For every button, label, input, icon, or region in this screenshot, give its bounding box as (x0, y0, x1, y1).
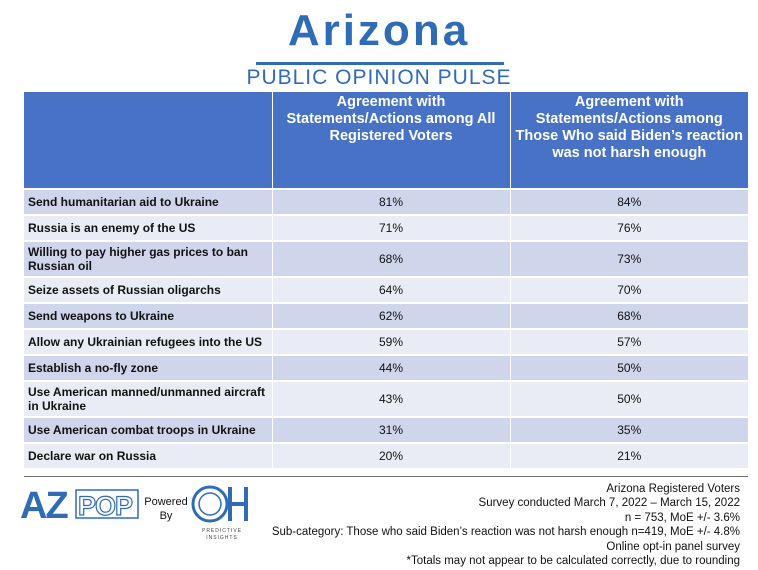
title-underline (256, 62, 504, 65)
results-table (24, 92, 748, 468)
statement-cell: Send humanitarian aid to Ukraine (24, 189, 272, 215)
all-voters-value: 59% (272, 329, 510, 355)
not-harsh-value: 73% (510, 241, 748, 277)
note-dates: Survey conducted March 7, 2022 – March 15, 2022 (478, 497, 740, 510)
all-voters-value: 68% (272, 241, 510, 277)
not-harsh-value: 84% (510, 189, 748, 215)
statement-cell: Declare war on Russia (24, 443, 272, 468)
note-rounding: *Totals may not appear to be calculated correctly, due to rounding (406, 555, 740, 568)
not-harsh-value: 35% (510, 417, 748, 443)
table-header-row (24, 92, 748, 189)
all-voters-value: 64% (272, 277, 510, 303)
all-voters-value: 62% (272, 303, 510, 329)
report-header (0, 0, 758, 92)
table-row (24, 381, 748, 417)
not-harsh-value: 68% (510, 303, 748, 329)
oh-caption (186, 528, 258, 542)
statement-cell: Establish a no-fly zone (24, 355, 272, 381)
oh-caption-line1: PREDICTIVE (201, 528, 242, 534)
not-harsh-value: 21% (510, 443, 748, 468)
survey-notes (272, 482, 740, 568)
table-row (24, 303, 748, 329)
svg-text:AZ: AZ (20, 485, 67, 522)
all-voters-value: 31% (272, 417, 510, 443)
header-statement (24, 92, 272, 189)
table-row (24, 329, 748, 355)
oh-caption-line2: INSIGHTS (206, 535, 238, 541)
not-harsh-value: 50% (510, 381, 748, 417)
table-row (24, 417, 748, 443)
note-population: Arizona Registered Voters (606, 483, 740, 495)
report-title: Arizona (287, 6, 471, 55)
all-voters-value: 20% (272, 443, 510, 468)
header-all-voters: Agreement with Statements/Actions among All Registered Voters (272, 92, 510, 189)
table-row (24, 355, 748, 381)
note-method: Online opt-in panel survey (606, 540, 740, 553)
footer-divider (24, 476, 748, 477)
svg-text:POP: POP (78, 491, 133, 521)
not-harsh-value: 76% (510, 215, 748, 241)
not-harsh-value: 50% (510, 355, 748, 381)
statement-cell: Use American manned/unmanned aircraft in Ukraine (24, 381, 272, 417)
statement-cell: Use American combat troops in Ukraine (24, 417, 272, 443)
all-voters-value: 81% (272, 189, 510, 215)
powered-by-text (142, 495, 190, 523)
powered-word: Powered (144, 496, 188, 508)
all-voters-value: 43% (272, 381, 510, 417)
statement-cell: Send weapons to Ukraine (24, 303, 272, 329)
all-voters-value: 71% (272, 215, 510, 241)
statement-cell: Willing to pay higher gas prices to ban Russian oil (24, 241, 272, 277)
statement-cell: Russia is an enemy of the US (24, 215, 272, 241)
not-harsh-value: 70% (510, 277, 748, 303)
table-row (24, 241, 748, 277)
all-voters-value: 44% (272, 355, 510, 381)
by-word: By (159, 510, 173, 522)
report-subtitle: PUBLIC OPINION PULSE (246, 66, 512, 89)
statement-cell: Seize assets of Russian oligarchs (24, 277, 272, 303)
note-subcategory: Sub-category: Those who said Biden’s reaction was not harsh enough n=419, MoE +/- 4.8% (271, 526, 740, 539)
note-sample: n = 753, MoE +/- 3.6% (624, 511, 740, 524)
header-not-harsh: Agreement with Statements/Actions among Those Who said Biden’s reaction was not harsh enough (510, 92, 748, 189)
table-row (24, 443, 748, 468)
table-row (24, 277, 748, 303)
table-row (24, 189, 748, 215)
not-harsh-value: 57% (510, 329, 748, 355)
azpop-logo (20, 484, 140, 522)
statement-cell: Allow any Ukrainian refugees into the US (24, 329, 272, 355)
table-row (24, 215, 748, 241)
